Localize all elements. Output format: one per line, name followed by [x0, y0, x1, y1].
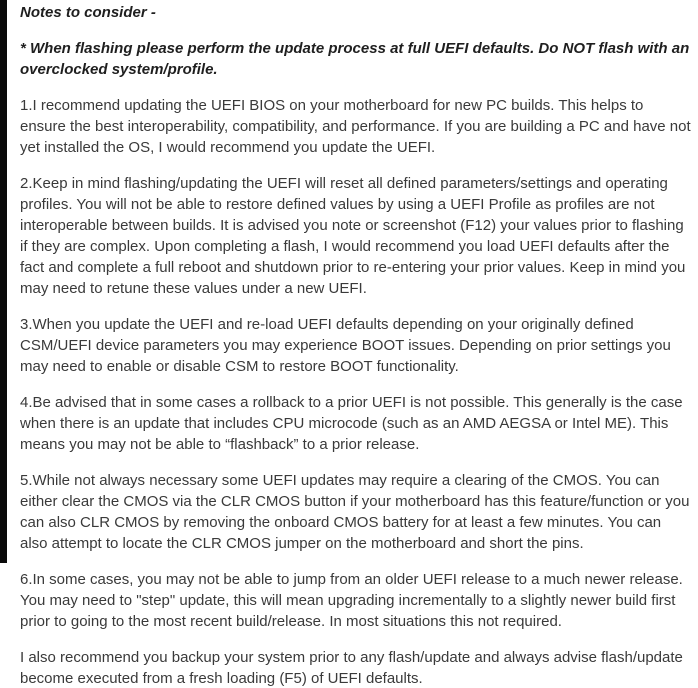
notes-document [20, 0, 692, 688]
note-paragraph-3: 3.When you update the UEFI and re-load UEFI defaults depending on your originally defined CSM/UEFI device parameters you may experience BOOT issues. Depending on prior settings you may need to enable or disable CSM to restore BOOT functionality. [20, 316, 671, 375]
note-paragraph-6: 6.In some cases, you may not be able to jump from an older UEFI release to a much newer release. You may need to "step" update, this will mean upgrading incrementally to a slightly newer build first prior to going to the most recent build/release. In most situations this not required. [20, 571, 683, 630]
backup-recommendation: I also recommend you backup your system prior to any flash/update and always advise flash/update become executed from a fresh loading (F5) of UEFI defaults. [20, 649, 683, 687]
notes-title: Notes to consider - [20, 4, 156, 21]
note-paragraph-1: 1.I recommend updating the UEFI BIOS on your motherboard for new PC builds. This helps to ensure the best interoperability, compatibility, and performance. If you are building a PC and have not yet installed the OS, I would recommend you update the UEFI. [20, 97, 691, 156]
note-paragraph-2: 2.Keep in mind flashing/updating the UEFI will reset all defined parameters/settings and operating profiles. You will not be able to restore defined values by using a UEFI Profile as profiles are not interoperable between builds. It is advised you note or screenshot (F12) your values prior to flashing if they are complex. Upon completing a flash, I would recommend you load UEFI defaults after the fact and complete a full reboot and shutdown prior to re-entering your prior values. Keep in mind you may need to retune these values under a new UEFI. [20, 175, 686, 297]
note-paragraph-4: 4.Be advised that in some cases a rollback to a prior UEFI is not possible. This generally is the case when there is an update that includes CPU microcode (such as an AMD AEGSA or Intel ME). This means you may not be able to “flashback” to a prior release. [20, 394, 683, 453]
left-edge-bar [0, 0, 7, 563]
flash-warning: * When flashing please perform the update process at full UEFI defaults. Do NOT flash with an overclocked system/profile. [20, 40, 690, 78]
note-paragraph-5: 5.While not always necessary some UEFI updates may require a clearing of the CMOS. You can either clear the CMOS via the CLR CMOS button if your motherboard has this feature/function or you can also CLR CMOS by removing the onboard CMOS battery for at least a few minutes. You can also attempt to locate the CLR CMOS jumper on the motherboard and short the pins. [20, 472, 690, 552]
